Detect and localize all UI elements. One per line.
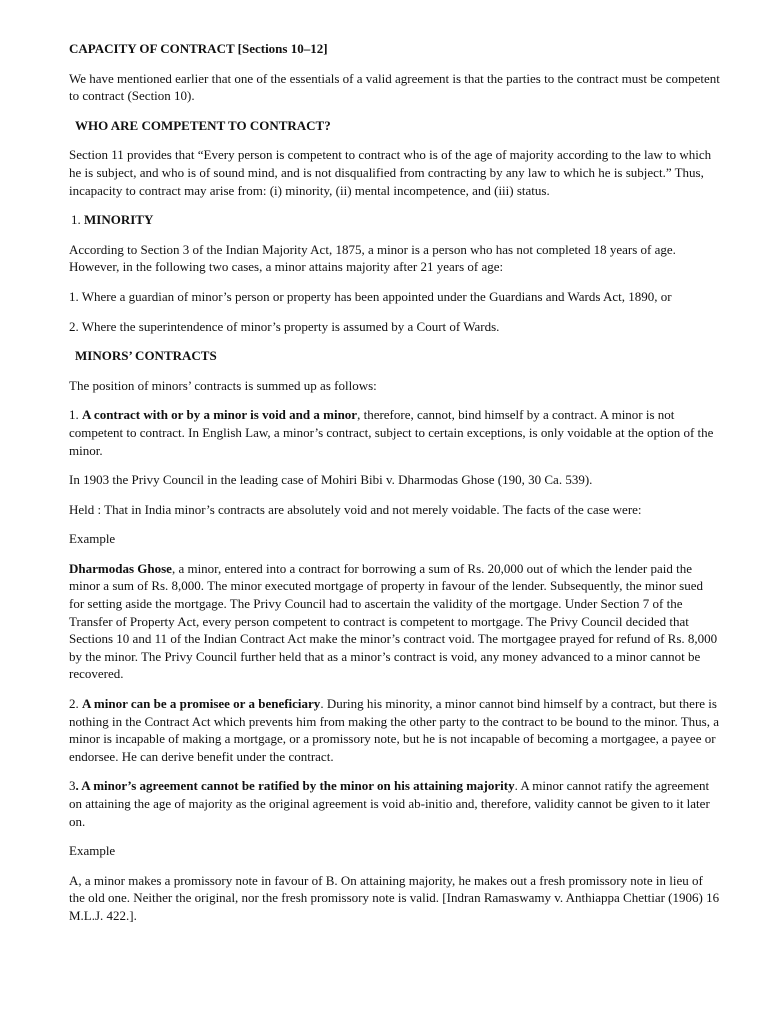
example-2-paragraph: A, a minor makes a promissory note in favour of B. On attaining majority, he makes out a fresh promissory note in lieu of the old one. Neither the original, nor the fresh promissory note is valid. [Indran Ramaswamy v. Anthiappa Chettiar (1906) 16 M.L.J. 422.]. [69,872,720,923]
minority-number: 1. [71,212,81,228]
point-1-bold: A contract with or by a minor is void and a minor [82,407,358,423]
position-paragraph: The position of minors’ contracts is summed up as follows: [69,377,377,393]
intro-paragraph: We have mentioned earlier that one of the essentials of a valid agreement is that the parties to the contract must be competent to contract (Section 10). [69,70,720,104]
minority-heading-text: MINORITY [84,212,154,228]
held-paragraph: Held : That in India minor’s contracts are absolutely void and not merely voidable. The facts of the case were: [69,501,642,517]
majority-act-paragraph: According to Section 3 of the Indian Majority Act, 1875, a minor is a person who has not completed 18 years of age. However, in the following two cases, a minor attains majority after 21 years of age: [69,241,676,275]
point-3-bold: . A minor’s agreement cannot be ratified by the minor on his attaining majority [75,778,515,794]
example-label-2: Example [69,843,116,859]
point-1-number: 1. [69,407,79,423]
point-3-paragraph [69,777,720,830]
case-2-paragraph: 2. Where the superintendence of minor’s property is assumed by a Court of Wards. [69,318,500,334]
point-3-number: 3 [69,778,76,794]
point-1-paragraph [69,406,720,459]
example-1-text: , a minor, entered into a contract for borrowing a sum of Rs. 20,000 out of which the lender paid the minor a sum of Rs. 8,000. The minor executed mortgage of property in favour of the lender. Subsequently, the minor sued for setting aside the mortgage. The Privy Council had to ascertain the validity of the mortgage. Under Section 7 of the Transfer of Property Act, every person competent to contract is competent to mortgage. The Privy Council decided that Sections 10 and 11 of the Indian Contract Act make the minor’s contract void. The mortgagee prayed for refund of Rs. 8,000 by the minor. The Privy Council further held that as a minor’s contract is void, any money advanced to a minor cannot be recovered. [69,560,718,682]
point-2-bold: A minor can be a promisee or a beneficiary [82,696,321,712]
competent-heading: WHO ARE COMPETENT TO CONTRACT? [75,117,331,133]
case-1-paragraph: 1. Where a guardian of minor’s person or property has been appointed under the Guardians and Wards Act, 1890, or [69,288,672,304]
section-11-paragraph: Section 11 provides that “Every person is competent to contract who is of the age of majority according to the law to which he is subject, and who is of sound mind, and is not disqualified from contracting by any law to which he is subject.” Thus, incapacity to contract may arise from: (i) minority, (ii) mental incompetence, and (iii) status. [69,147,712,198]
point-3-text: . A minor cannot ratify the agreement on attaining the age of majority as the original agreement is void ab-initio and, therefore, validity cannot be given to it later on. [69,778,710,829]
example-1-bold: Dharmodas Ghose [69,560,172,576]
point-2-number: 2. [69,696,79,712]
minors-contracts-heading: MINORS’ CONTRACTS [75,348,217,364]
example-label-1: Example [69,531,116,547]
document-title: CAPACITY OF CONTRACT [Sections 10–12] [69,41,328,56]
point-2-paragraph [69,695,720,765]
privy-1903-paragraph: In 1903 the Privy Council in the leading case of Mohiri Bibi v. Dharmodas Ghose (190, 30 Ca. 539). [69,472,593,488]
point-2-text: . During his minority, a minor cannot bind himself by a contract, but there is nothing in the Contract Act which prevents him from making the other party to the contract to be bound to the minor. Thus, a minor is incapable of making a mortgage, or a promissory note, but he is not incapable of becoming a mortgagee, a payee or endorsee. He can derive benefit under the contract. [69,696,719,764]
example-1-paragraph [69,560,720,683]
minority-heading [69,211,720,229]
point-1-text: , therefore, cannot, bind himself by a contract. A minor is not competent to contract. In English Law, a minor’s contract, subject to certain exceptions, is only voidable at the option of the minor. [69,407,714,458]
